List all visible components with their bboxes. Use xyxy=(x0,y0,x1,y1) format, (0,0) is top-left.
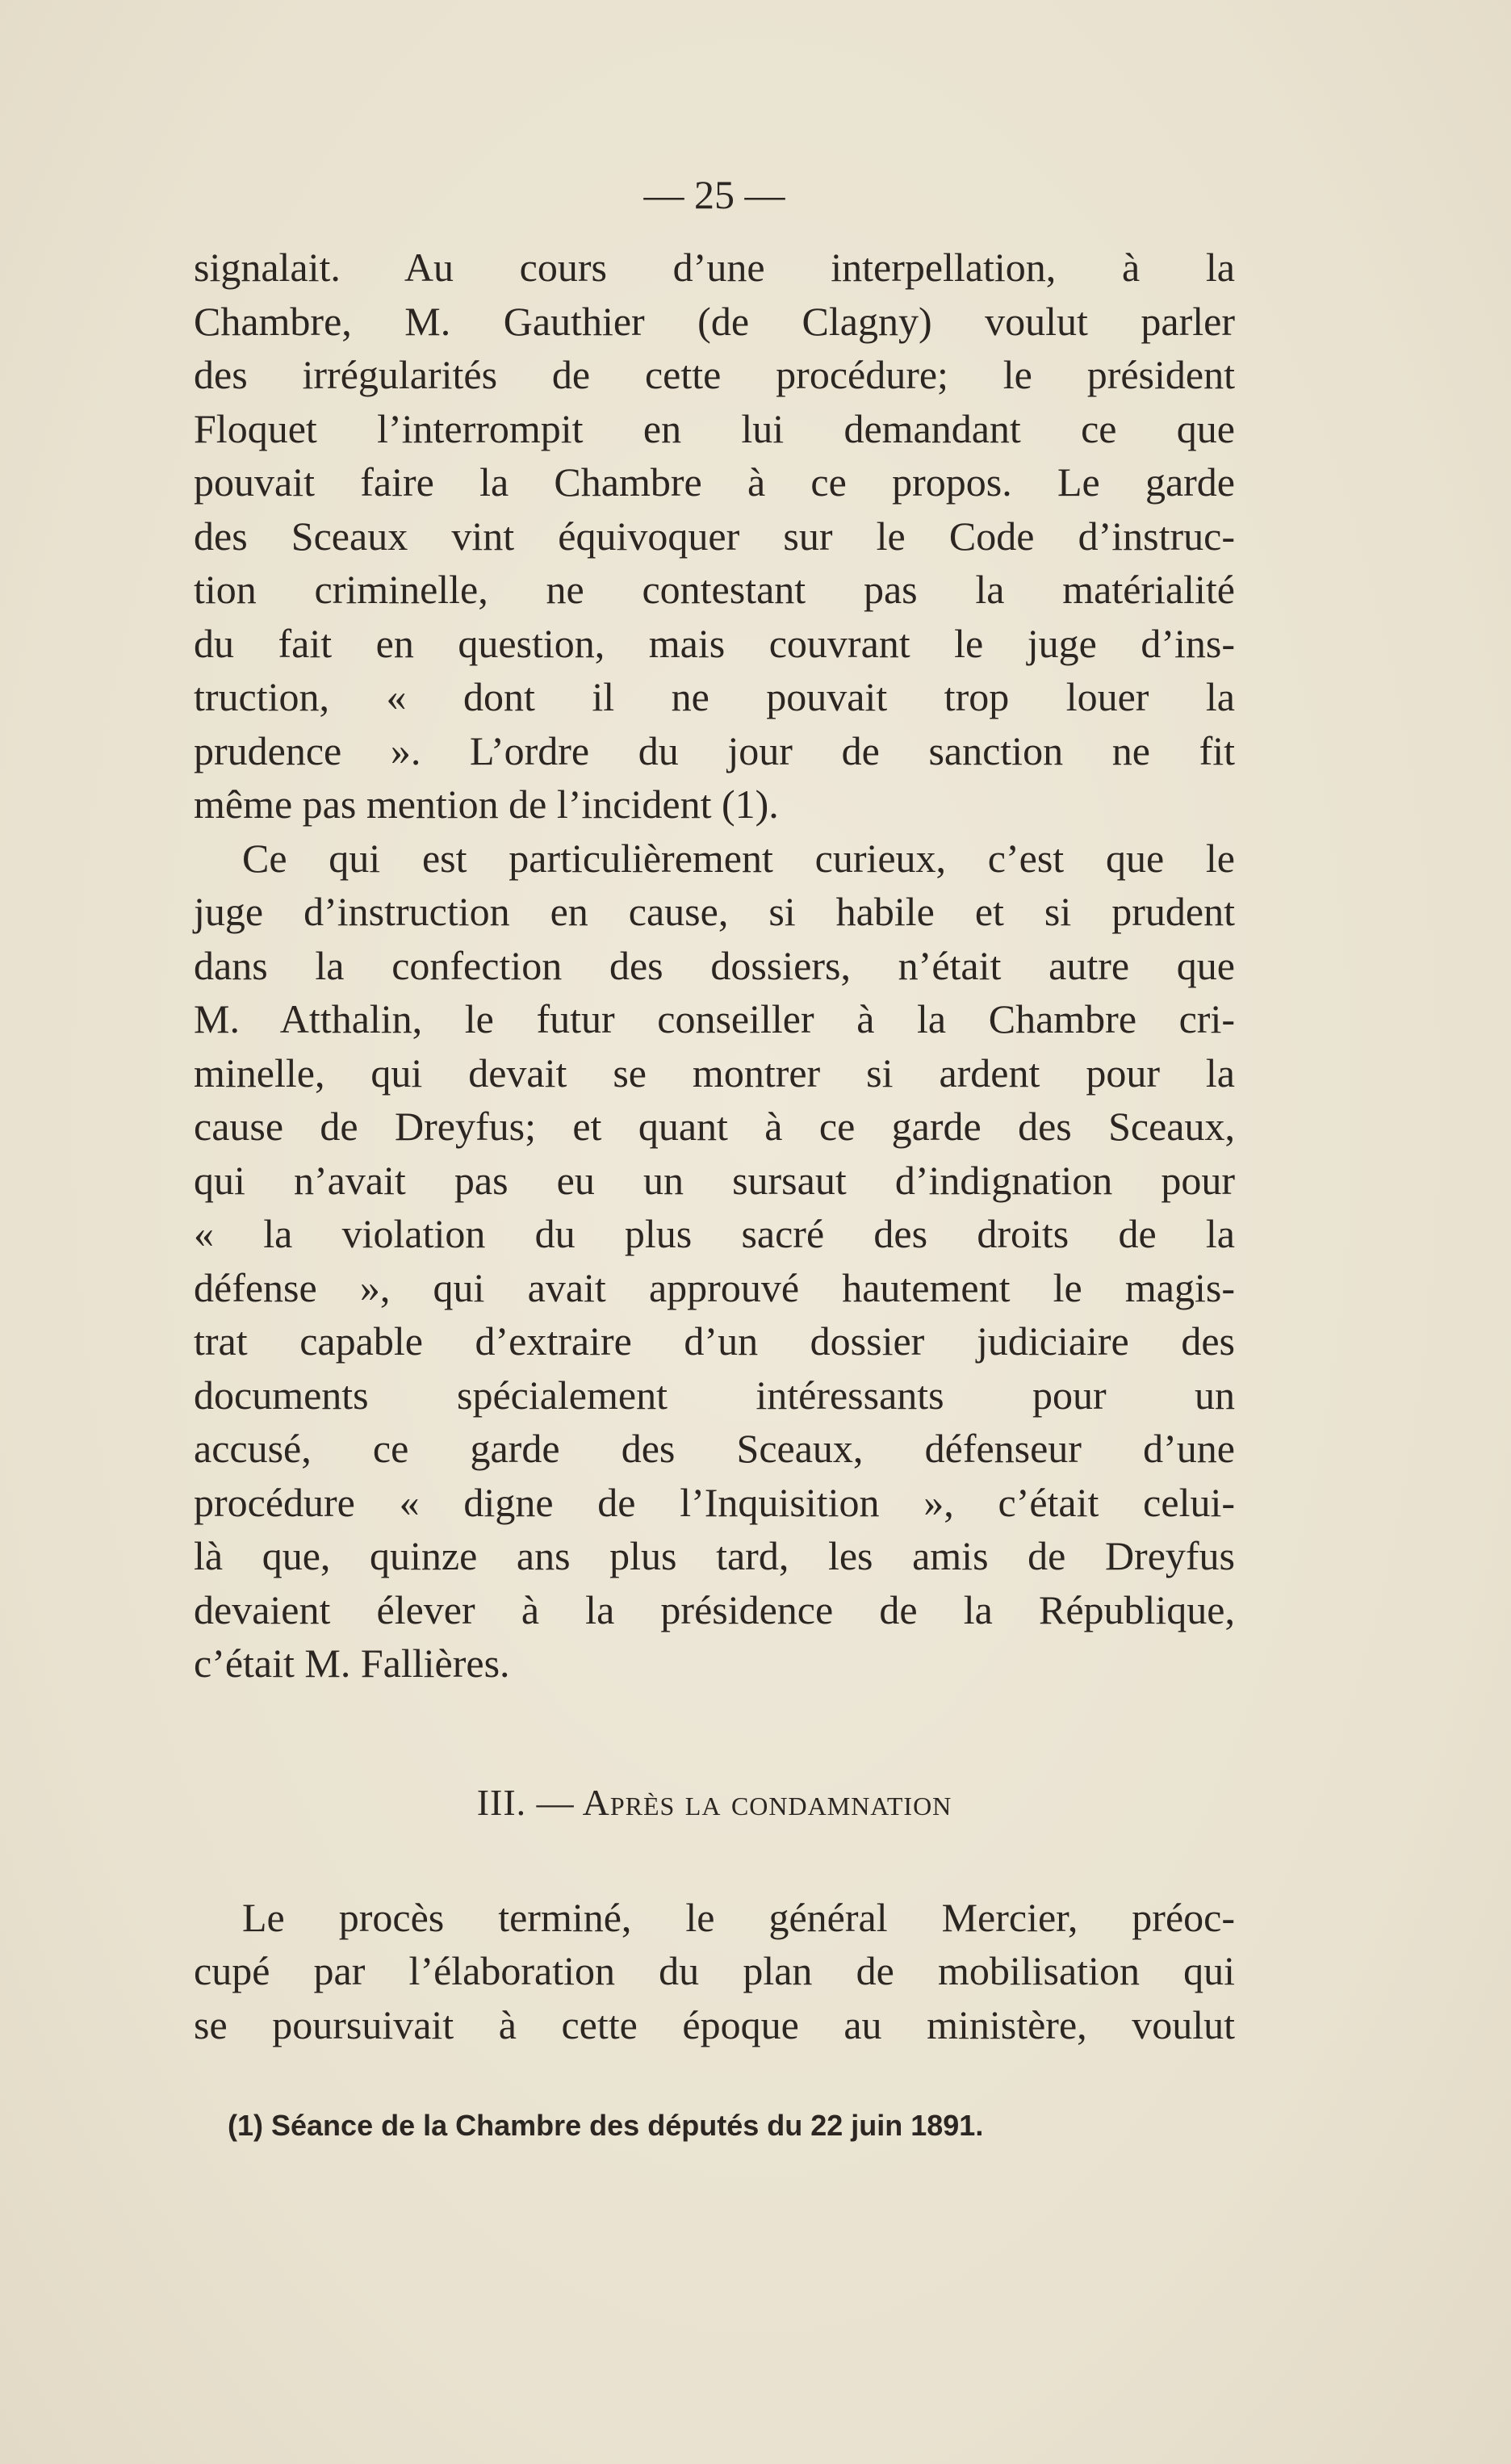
paragraph-1-line-7: tion criminelle, ne contestant pas la matérialité xyxy=(194,567,1235,612)
paragraph-2-line-7: qui n’avait pas eu un sursaut d’indignation pour xyxy=(194,1158,1235,1203)
paragraph-2-line-11: documents spécialement intéressants pour un xyxy=(194,1372,1235,1418)
paragraph-2-line-4: M. Atthalin, le futur conseiller à la Chambre cri- xyxy=(194,996,1235,1041)
paragraph-1-line-11: même pas mention de l’incident (1). xyxy=(194,782,779,827)
paragraph-3-line-3: se poursuivait à cette époque au ministère, voulut xyxy=(194,2002,1235,2047)
paragraph-3-line-2: cupé par l’élaboration du plan de mobilisation qui xyxy=(194,1948,1235,1993)
paragraph-2-line-12: accusé, ce garde des Sceaux, défenseur d’une xyxy=(194,1426,1235,1471)
paragraph-2-line-15: devaient élever à la présidence de la République, xyxy=(194,1587,1235,1632)
paragraph-2-line-5: minelle, qui devait se montrer si ardent pour la xyxy=(194,1050,1235,1096)
paragraph-2-line-8: « la violation du plus sacré des droits de la xyxy=(194,1211,1235,1256)
paragraph-1-line-4: Floquet l’interrompit en lui demandant ce que xyxy=(194,406,1235,451)
paragraph-1-line-8: du fait en question, mais couvrant le juge d’ins- xyxy=(194,621,1235,666)
paragraph-1-line-1: signalait. Au cours d’une interpellation, à la xyxy=(194,245,1235,290)
paragraph-2-line-10: trat capable d’extraire d’un dossier judiciaire des xyxy=(194,1318,1235,1364)
paragraph-1-line-2: Chambre, M. Gauthier (de Clagny) voulut parler xyxy=(194,299,1235,344)
page-number: — 25 — xyxy=(643,172,785,217)
paragraph-1-line-9: truction, « dont il ne pouvait trop louer la xyxy=(194,674,1235,719)
footnote: (1) Séance de la Chambre des députés du 22 juin 1891. xyxy=(228,2109,984,2142)
paragraph-2-line-16: c’était M. Fallières. xyxy=(194,1641,510,1686)
paragraph-1-line-5: pouvait faire la Chambre à ce propos. Le garde xyxy=(194,459,1235,505)
paragraph-2-line-2: juge d’instruction en cause, si habile et si prudent xyxy=(194,889,1235,934)
paragraph-1-line-10: prudence ». L’ordre du jour de sanction ne fit xyxy=(194,728,1235,773)
paragraph-1-line-6: des Sceaux vint équivoquer sur le Code d’instruc- xyxy=(194,513,1235,559)
paragraph-2-line-9: défense », qui avait approuvé hautement le magis- xyxy=(194,1265,1235,1310)
paragraph-1-line-3: des irrégularités de cette procédure; le président xyxy=(194,352,1235,397)
paragraph-3-line-1: Le procès terminé, le général Mercier, préoc- xyxy=(242,1895,1235,1940)
paragraph-2-line-6: cause de Dreyfus; et quant à ce garde des Sceaux, xyxy=(194,1104,1235,1149)
paragraph-2-line-1: Ce qui est particulièrement curieux, c’est que le xyxy=(242,836,1235,881)
paragraph-2-line-14: là que, quinze ans plus tard, les amis de Dreyfus xyxy=(194,1533,1235,1578)
paragraph-2-line-13: procédure « digne de l’Inquisition », c’était celui- xyxy=(194,1480,1235,1525)
section-heading: III. — Après la condamnation xyxy=(476,1782,952,1823)
paragraph-2-line-3: dans la confection des dossiers, n’était autre que xyxy=(194,943,1235,988)
